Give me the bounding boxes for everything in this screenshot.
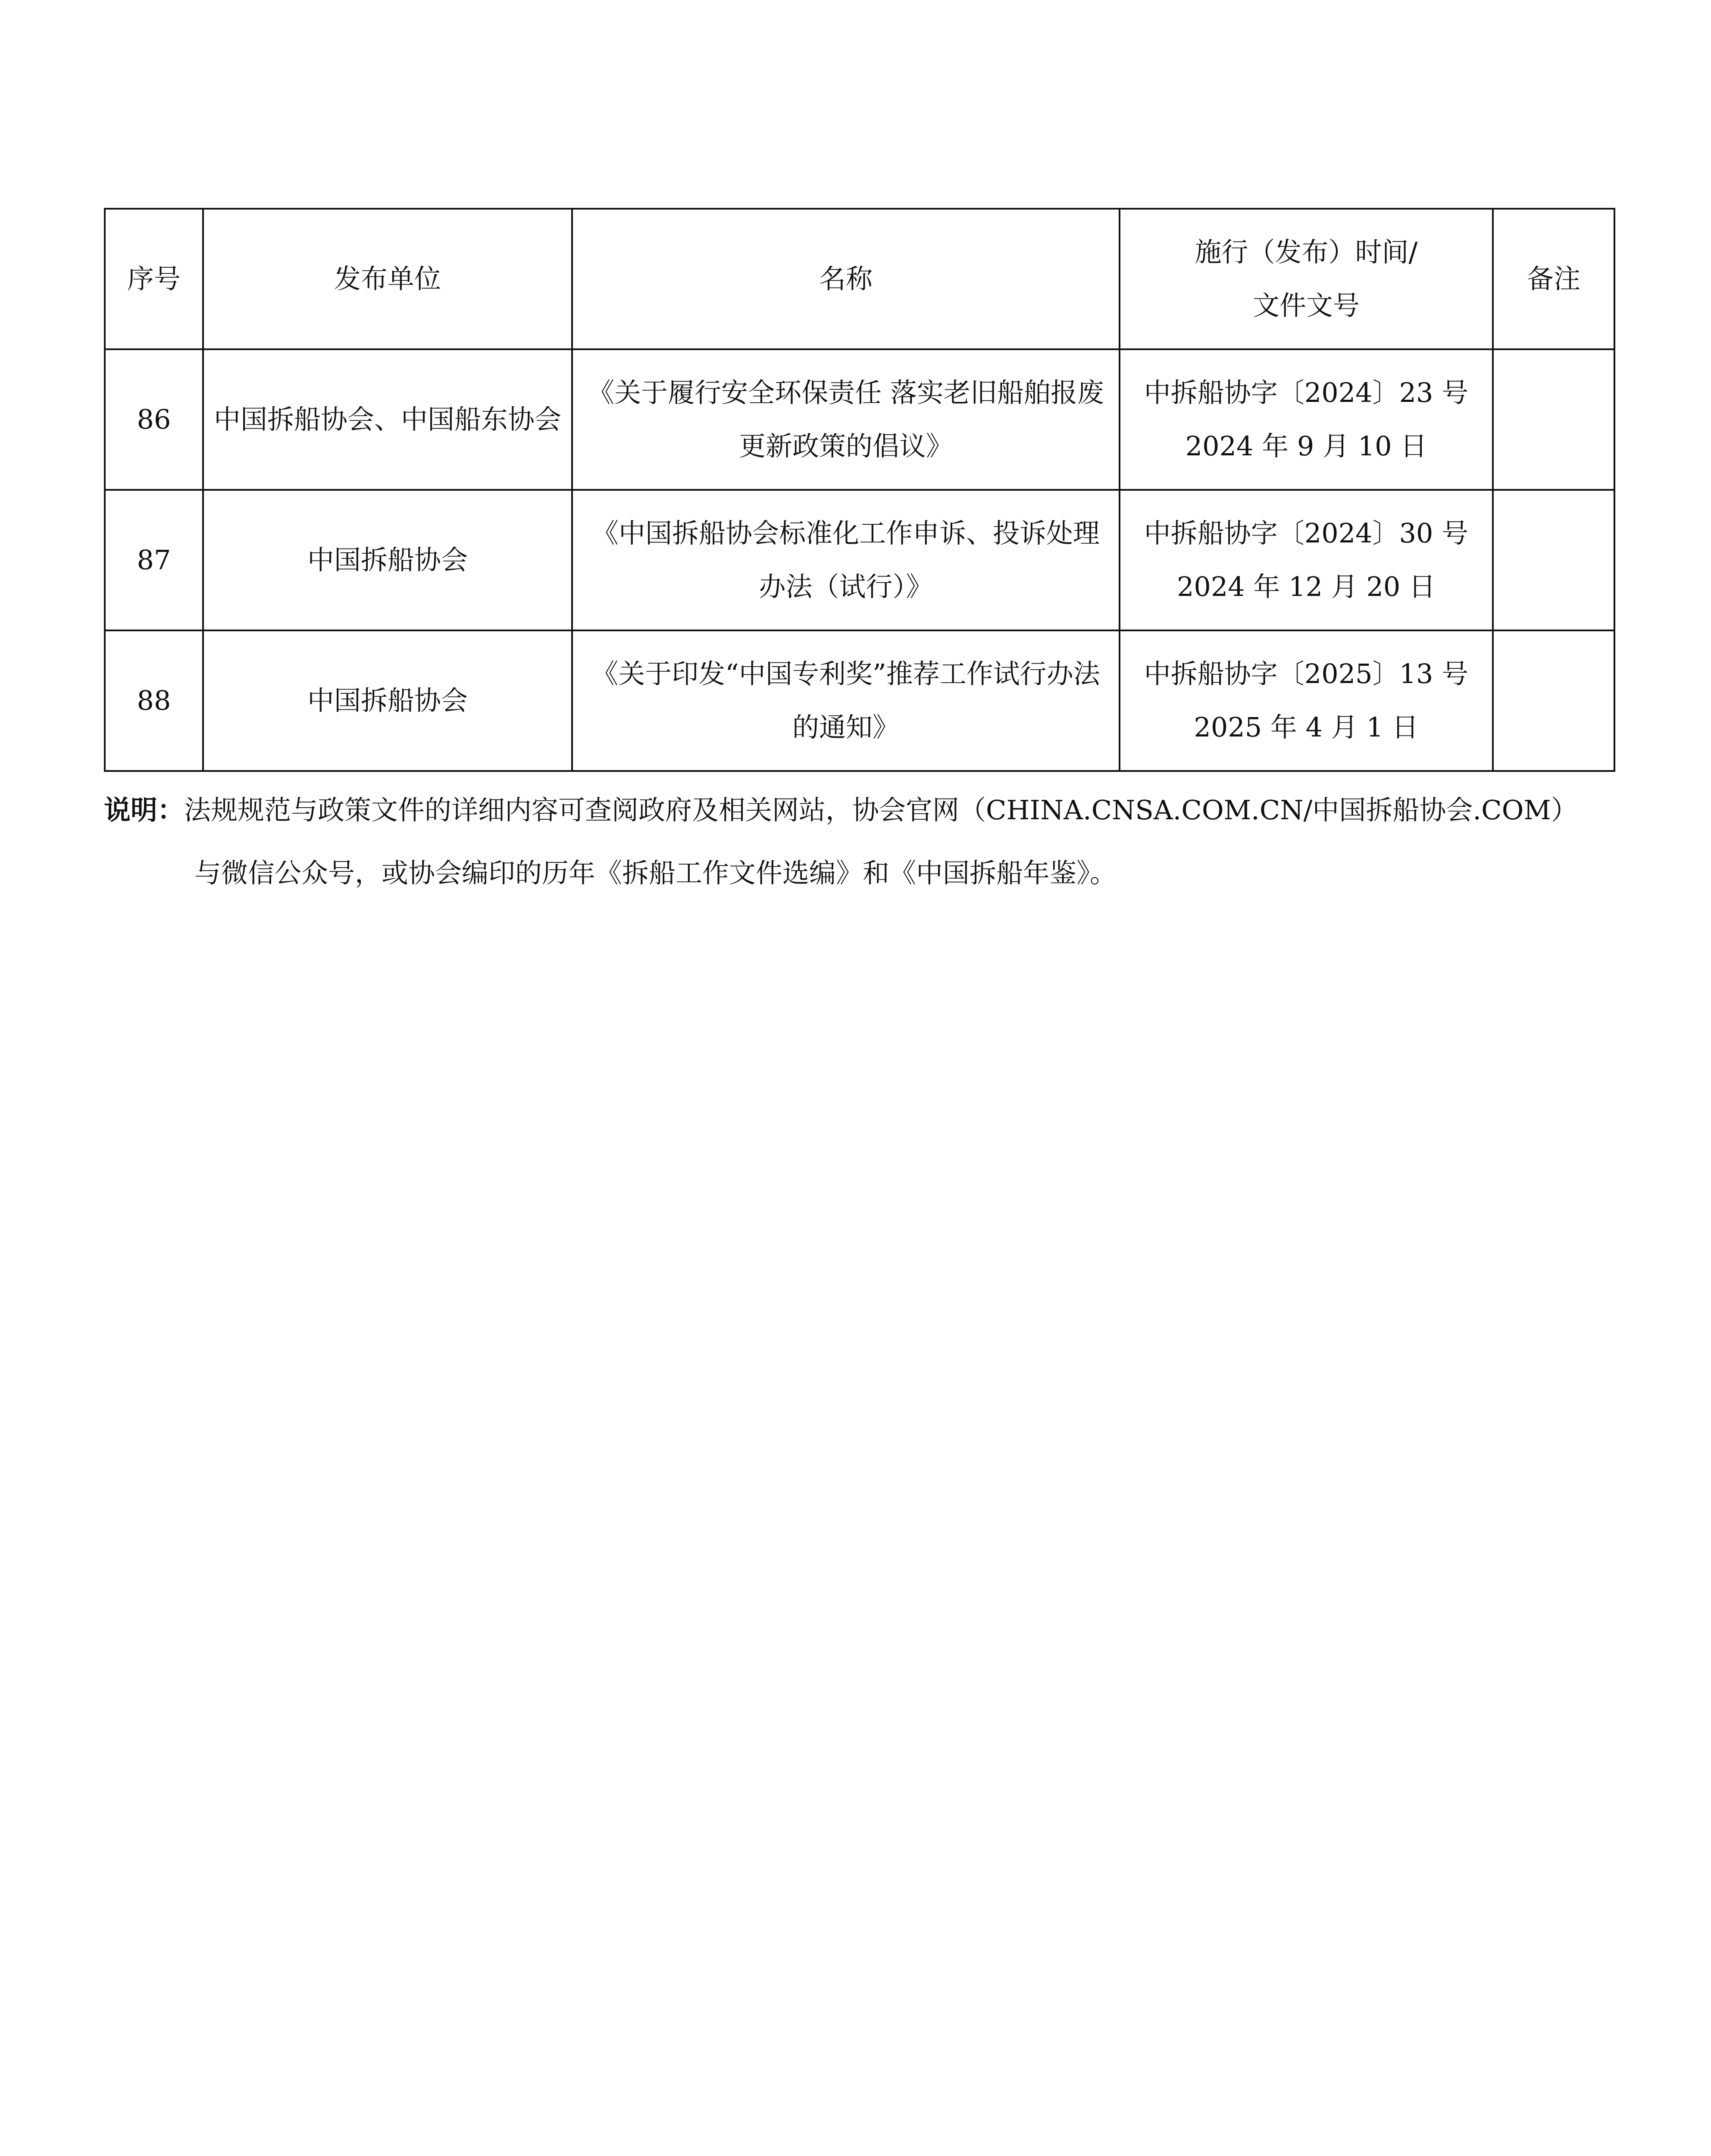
row-serial-number: 88 xyxy=(105,630,203,771)
row-document-name xyxy=(572,490,1120,630)
row-doc-number: 中拆船协字〔2025〕13 号 xyxy=(1144,658,1469,689)
row-issuing-unit xyxy=(203,349,572,490)
table-row xyxy=(105,490,1614,630)
header-name: 名称 xyxy=(572,209,1120,349)
row-date: 2025 年 4 月 1 日 xyxy=(1194,711,1419,743)
note-line1: 法规规范与政策文件的详细内容可查阅政府及相关网站，协会官网（CHINA.CNSA.COM.CN/中国拆船协会.COM） xyxy=(184,794,1578,826)
header-remarks: 备注 xyxy=(1493,209,1614,349)
note-label: 说明： xyxy=(104,794,185,826)
row-date: 2024 年 9 月 10 日 xyxy=(1185,430,1427,462)
row-time-and-doc-no xyxy=(1120,349,1493,490)
note-line2: 与微信公众号，或协会编印的历年《拆船工作文件选编》和《中国拆船年鉴》。 xyxy=(194,857,1117,889)
row-doc-number: 中拆船协字〔2024〕23 号 xyxy=(1144,377,1469,408)
header-time-line1: 施行（发布）时间/ xyxy=(1195,236,1418,268)
row-serial-number: 86 xyxy=(105,349,203,490)
row-name-text: 《中国拆船协会标准化工作申诉、投诉处理办法（试行）》 xyxy=(591,517,1100,602)
row-name-text: 《关于印发“中国专利奖”推荐工作试行办法的通知》 xyxy=(591,658,1100,743)
row-unit-text: 中国拆船协会 xyxy=(307,685,468,716)
regulations-table xyxy=(104,208,1615,772)
row-remarks xyxy=(1493,349,1614,490)
row-unit-text: 中国拆船协会、中国船东协会 xyxy=(213,404,561,435)
row-doc-number: 中拆船协字〔2024〕30 号 xyxy=(1144,517,1469,549)
row-remarks xyxy=(1493,490,1614,630)
row-time-and-doc-no xyxy=(1120,630,1493,771)
explanatory-note xyxy=(104,779,1621,905)
row-name-text: 《关于履行安全环保责任 落实老旧船舶报废更新政策的倡议》 xyxy=(588,377,1104,462)
row-issuing-unit xyxy=(203,630,572,771)
table-row xyxy=(105,630,1614,771)
table-header-row xyxy=(105,209,1614,349)
row-document-name xyxy=(572,630,1120,771)
row-document-name xyxy=(572,349,1120,490)
row-issuing-unit xyxy=(203,490,572,630)
row-remarks xyxy=(1493,630,1614,771)
row-date: 2024 年 12 月 20 日 xyxy=(1176,571,1436,602)
table-row xyxy=(105,349,1614,490)
header-time-and-doc-no xyxy=(1120,209,1493,349)
header-time-line2: 文件文号 xyxy=(1252,290,1360,321)
header-serial-number: 序号 xyxy=(105,209,203,349)
row-unit-text: 中国拆船协会 xyxy=(307,544,468,576)
header-issuing-unit: 发布单位 xyxy=(203,209,572,349)
row-time-and-doc-no xyxy=(1120,490,1493,630)
row-serial-number: 87 xyxy=(105,490,203,630)
